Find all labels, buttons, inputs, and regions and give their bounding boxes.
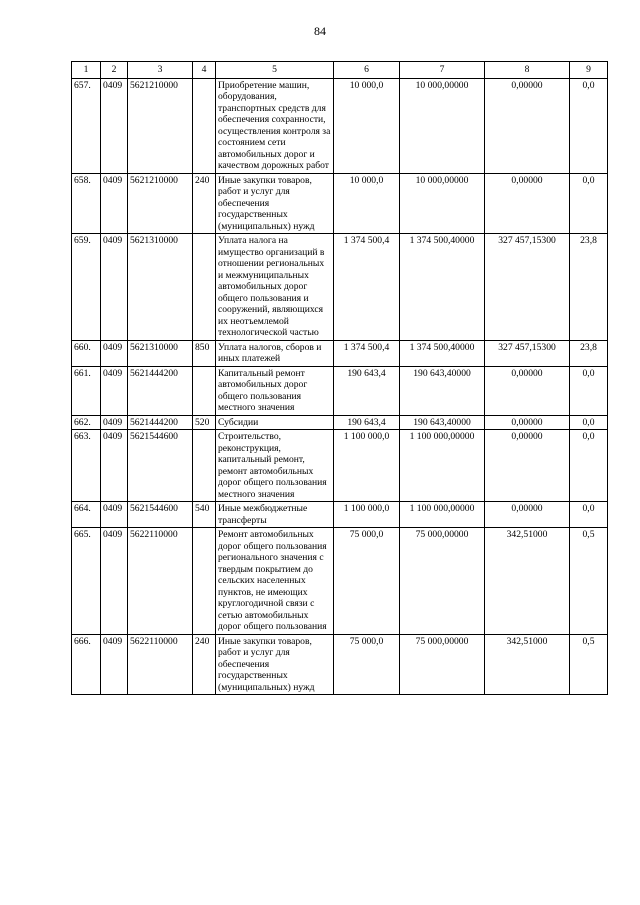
actual-amount: 327 457,15300 (485, 340, 570, 366)
target-article-code: 5621210000 (128, 173, 193, 234)
expense-type-code: 850 (193, 340, 216, 366)
adjusted-amount: 1 374 500,40000 (400, 234, 485, 341)
section-code: 0409 (101, 340, 128, 366)
plan-amount: 190 643,4 (334, 366, 400, 415)
execution-percent: 0,0 (570, 415, 608, 430)
actual-amount: 0,00000 (485, 415, 570, 430)
adjusted-amount: 190 643,40000 (400, 366, 485, 415)
actual-amount: 0,00000 (485, 502, 570, 528)
item-name: Уплата налога на имущество организаций в отношении региональных и межмуниципальных автомобильных дорог общего пользования и сооружений, являющихся их неотъемлемой технологической частью (216, 234, 334, 341)
column-header: 5 (216, 62, 334, 79)
row-number: 666. (72, 634, 101, 695)
expense-type-code: 240 (193, 634, 216, 695)
plan-amount: 1 374 500,4 (334, 234, 400, 341)
plan-amount: 1 100 000,0 (334, 502, 400, 528)
expense-type-code (193, 234, 216, 341)
column-header: 3 (128, 62, 193, 79)
table-row (72, 634, 608, 695)
adjusted-amount: 75 000,00000 (400, 634, 485, 695)
item-name: Строительство, реконструкция, капитальный ремонт, ремонт автомобильных дорог общего пользования местного значения (216, 430, 334, 502)
column-header: 1 (72, 62, 101, 79)
section-code: 0409 (101, 634, 128, 695)
execution-percent: 0,0 (570, 502, 608, 528)
actual-amount: 0,00000 (485, 430, 570, 502)
adjusted-amount: 1 374 500,40000 (400, 340, 485, 366)
execution-percent: 0,5 (570, 634, 608, 695)
page-number: 84 (314, 24, 326, 38)
table-row (72, 528, 608, 635)
plan-amount: 75 000,0 (334, 634, 400, 695)
target-article-code: 5621310000 (128, 340, 193, 366)
row-number: 661. (72, 366, 101, 415)
section-code: 0409 (101, 234, 128, 341)
budget-table (71, 61, 608, 695)
column-header: 9 (570, 62, 608, 79)
table-row (72, 78, 608, 173)
expense-type-code: 540 (193, 502, 216, 528)
item-name: Капитальный ремонт автомобильных дорог общего пользования местного значения (216, 366, 334, 415)
column-header: 8 (485, 62, 570, 79)
item-name: Иные закупки товаров, работ и услуг для обеспечения государственных (муниципальных) нужд (216, 634, 334, 695)
plan-amount: 1 100 000,0 (334, 430, 400, 502)
target-article-code: 5621444200 (128, 366, 193, 415)
section-code: 0409 (101, 366, 128, 415)
target-article-code: 5621444200 (128, 415, 193, 430)
execution-percent: 23,8 (570, 234, 608, 341)
actual-amount: 0,00000 (485, 173, 570, 234)
plan-amount: 75 000,0 (334, 528, 400, 635)
execution-percent: 0,0 (570, 430, 608, 502)
row-number: 659. (72, 234, 101, 341)
actual-amount: 327 457,15300 (485, 234, 570, 341)
target-article-code: 5622110000 (128, 634, 193, 695)
expense-type-code (193, 78, 216, 173)
item-name: Уплата налогов, сборов и иных платежей (216, 340, 334, 366)
adjusted-amount: 10 000,00000 (400, 78, 485, 173)
column-header: 4 (193, 62, 216, 79)
expense-type-code (193, 430, 216, 502)
execution-percent: 0,5 (570, 528, 608, 635)
execution-percent: 0,0 (570, 173, 608, 234)
table-row (72, 340, 608, 366)
execution-percent: 0,0 (570, 366, 608, 415)
section-code: 0409 (101, 415, 128, 430)
column-header: 6 (334, 62, 400, 79)
target-article-code: 5622110000 (128, 528, 193, 635)
row-number: 663. (72, 430, 101, 502)
adjusted-amount: 190 643,40000 (400, 415, 485, 430)
item-name: Ремонт автомобильных дорог общего пользования регионального значения с твердым покрытием до сельских населенных пунктов, не имеющих круглогодичной связи с сетью автомобильных дорог общего пользования (216, 528, 334, 635)
expense-type-code (193, 366, 216, 415)
column-header: 7 (400, 62, 485, 79)
section-code: 0409 (101, 430, 128, 502)
target-article-code: 5621310000 (128, 234, 193, 341)
actual-amount: 342,51000 (485, 528, 570, 635)
target-article-code: 5621544600 (128, 502, 193, 528)
table-row (72, 502, 608, 528)
expense-type-code: 520 (193, 415, 216, 430)
item-name: Приобретение машин, оборудования, транспортных средств для обеспечения сохранности, осуществления контроля за состоянием сети автомобильных дорог и качеством дорожных работ (216, 78, 334, 173)
execution-percent: 23,8 (570, 340, 608, 366)
header-row (72, 62, 608, 79)
row-number: 657. (72, 78, 101, 173)
actual-amount: 0,00000 (485, 78, 570, 173)
plan-amount: 1 374 500,4 (334, 340, 400, 366)
section-code: 0409 (101, 173, 128, 234)
row-number: 658. (72, 173, 101, 234)
plan-amount: 10 000,0 (334, 78, 400, 173)
section-code: 0409 (101, 78, 128, 173)
adjusted-amount: 1 100 000,00000 (400, 502, 485, 528)
expense-type-code: 240 (193, 173, 216, 234)
adjusted-amount: 1 100 000,00000 (400, 430, 485, 502)
target-article-code: 5621210000 (128, 78, 193, 173)
actual-amount: 342,51000 (485, 634, 570, 695)
item-name: Субсидии (216, 415, 334, 430)
adjusted-amount: 10 000,00000 (400, 173, 485, 234)
adjusted-amount: 75 000,00000 (400, 528, 485, 635)
section-code: 0409 (101, 528, 128, 635)
execution-percent: 0,0 (570, 78, 608, 173)
row-number: 665. (72, 528, 101, 635)
row-number: 664. (72, 502, 101, 528)
actual-amount: 0,00000 (485, 366, 570, 415)
expense-type-code (193, 528, 216, 635)
table-row (72, 430, 608, 502)
table-row (72, 234, 608, 341)
table-row (72, 415, 608, 430)
row-number: 662. (72, 415, 101, 430)
row-number: 660. (72, 340, 101, 366)
target-article-code: 5621544600 (128, 430, 193, 502)
plan-amount: 10 000,0 (334, 173, 400, 234)
item-name: Иные межбюджетные трансферты (216, 502, 334, 528)
section-code: 0409 (101, 502, 128, 528)
item-name: Иные закупки товаров, работ и услуг для обеспечения государственных (муниципальных) нужд (216, 173, 334, 234)
plan-amount: 190 643,4 (334, 415, 400, 430)
column-header: 2 (101, 62, 128, 79)
table-row (72, 173, 608, 234)
table-row (72, 366, 608, 415)
